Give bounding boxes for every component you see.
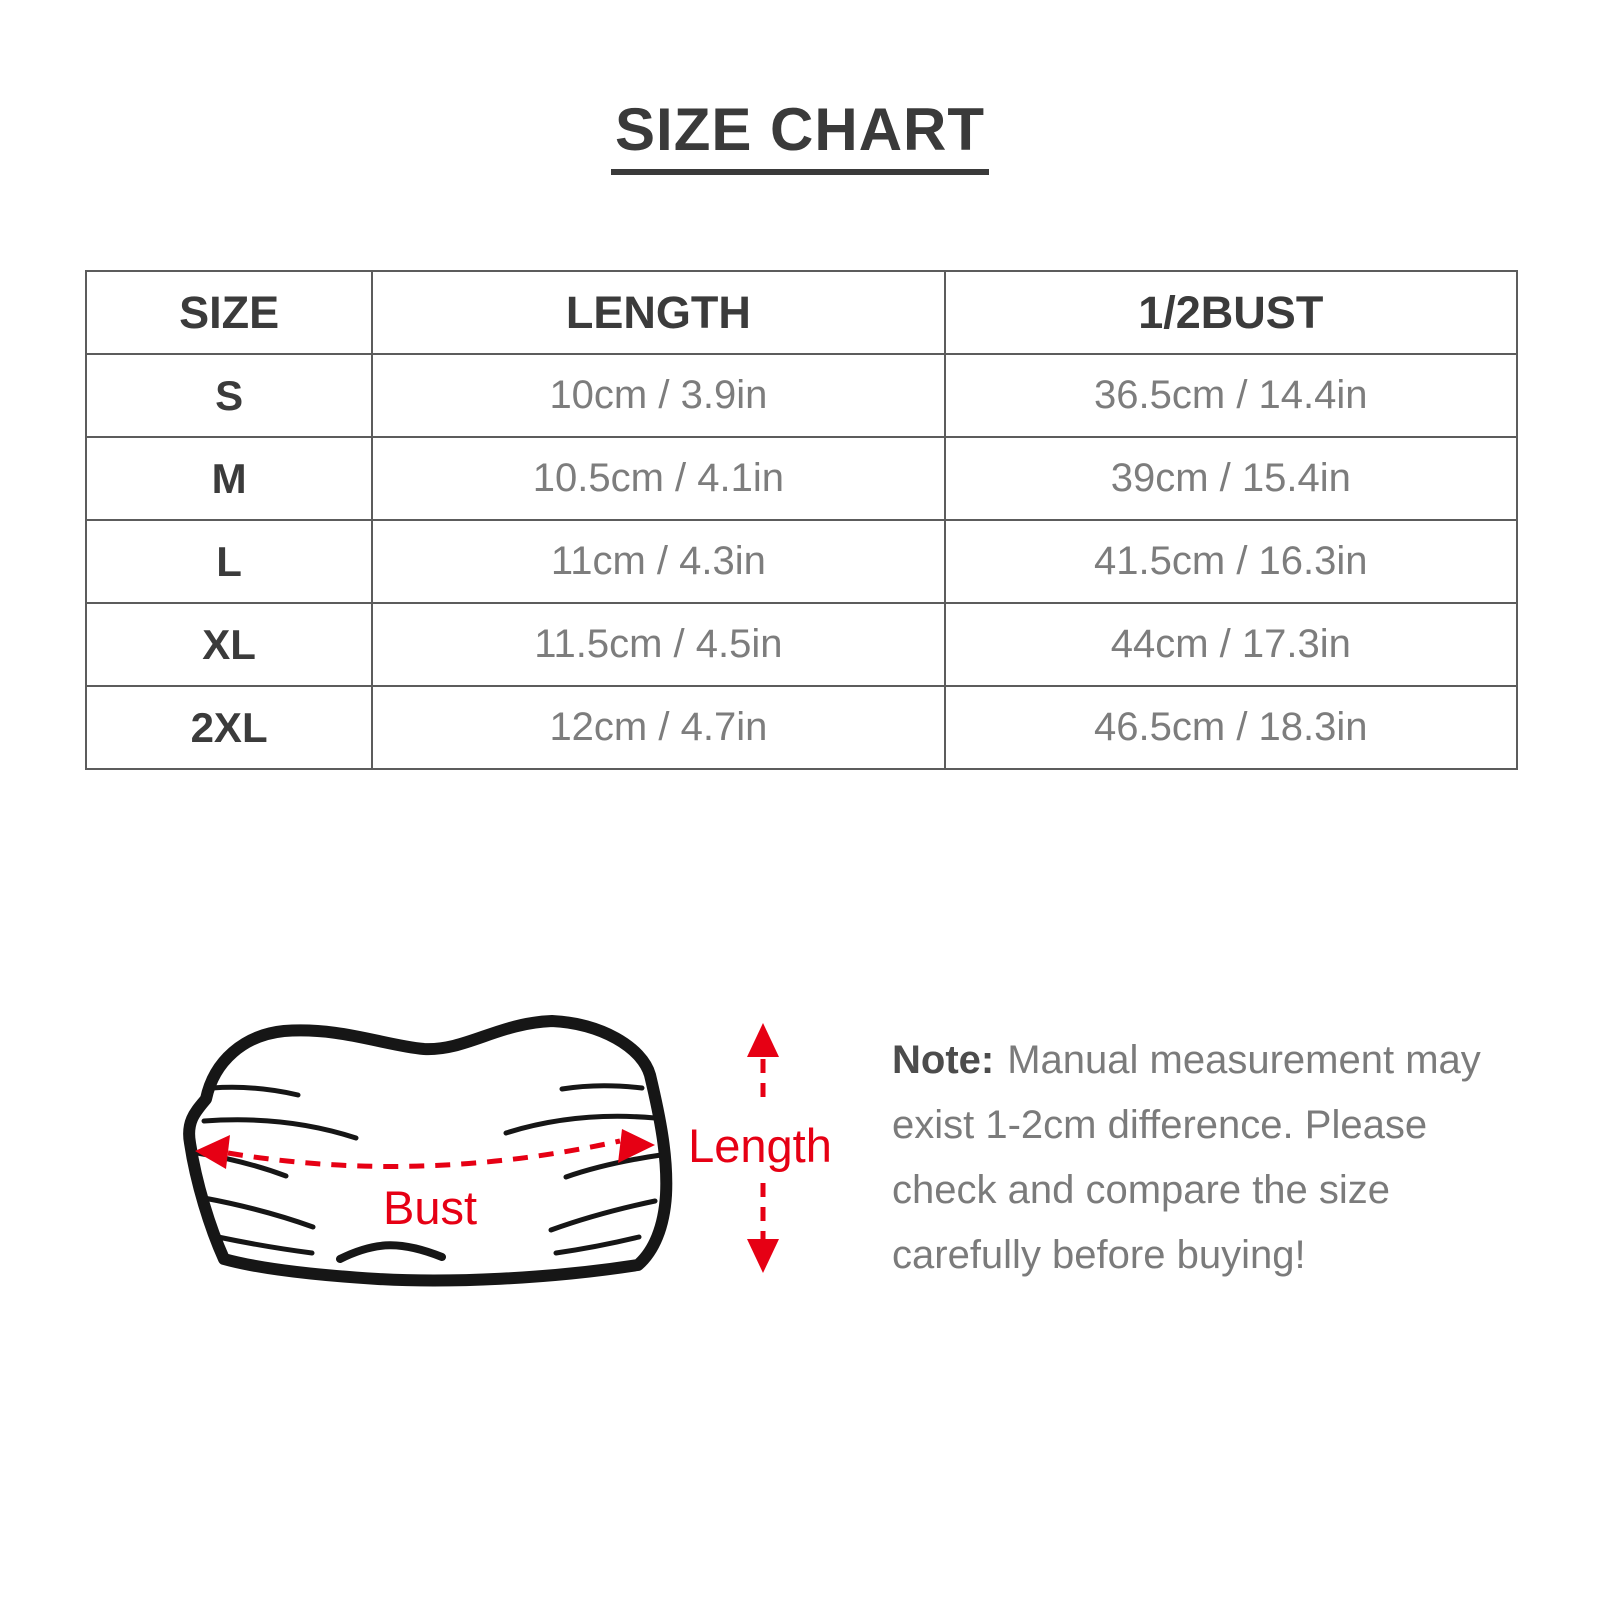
garment-outline — [189, 1021, 666, 1280]
table-row — [86, 520, 1517, 603]
size-table — [85, 270, 1518, 770]
cell-size: L — [86, 520, 372, 603]
cell-length: 11cm / 4.3in — [372, 520, 944, 603]
header-cell-half-bust: 1/2BUST — [945, 271, 1517, 354]
table-row — [86, 437, 1517, 520]
cell-size: XL — [86, 603, 372, 686]
cell-size: 2XL — [86, 686, 372, 769]
table-row — [86, 686, 1517, 769]
header-cell-length: LENGTH — [372, 271, 944, 354]
note-line: exist 1-2cm difference. Please — [892, 1103, 1428, 1147]
table-row — [86, 354, 1517, 437]
length-arrowhead-up — [747, 1023, 779, 1057]
cell-size: M — [86, 437, 372, 520]
note-line: carefully before buying! — [892, 1233, 1306, 1277]
cell-half-bust: 36.5cm / 14.4in — [945, 354, 1517, 437]
cell-size: S — [86, 354, 372, 437]
cell-length: 12cm / 4.7in — [372, 686, 944, 769]
cell-length: 10.5cm / 4.1in — [372, 437, 944, 520]
table-header-row — [86, 271, 1517, 354]
cell-length: 10cm / 3.9in — [372, 354, 944, 437]
note-text: Manual measurement may — [1007, 1038, 1481, 1082]
cell-half-bust: 44cm / 17.3in — [945, 603, 1517, 686]
cell-half-bust: 41.5cm / 16.3in — [945, 520, 1517, 603]
note-line: check and compare the size — [892, 1168, 1391, 1212]
header-cell-size: SIZE — [86, 271, 372, 354]
page-title: SIZE CHART — [611, 100, 989, 175]
page-title-wrap — [0, 96, 1600, 175]
length-measure-label: Length — [688, 1119, 832, 1172]
note-label: Note: — [892, 1038, 995, 1082]
cell-length: 11.5cm / 4.5in — [372, 603, 944, 686]
table-row — [86, 603, 1517, 686]
cell-half-bust: 46.5cm / 18.3in — [945, 686, 1517, 769]
note-line — [892, 1028, 1481, 1093]
bust-measure-label: Bust — [382, 1181, 478, 1234]
measurement-note — [892, 1028, 1481, 1288]
length-arrowhead-down — [747, 1239, 779, 1273]
cell-half-bust: 39cm / 15.4in — [945, 437, 1517, 520]
